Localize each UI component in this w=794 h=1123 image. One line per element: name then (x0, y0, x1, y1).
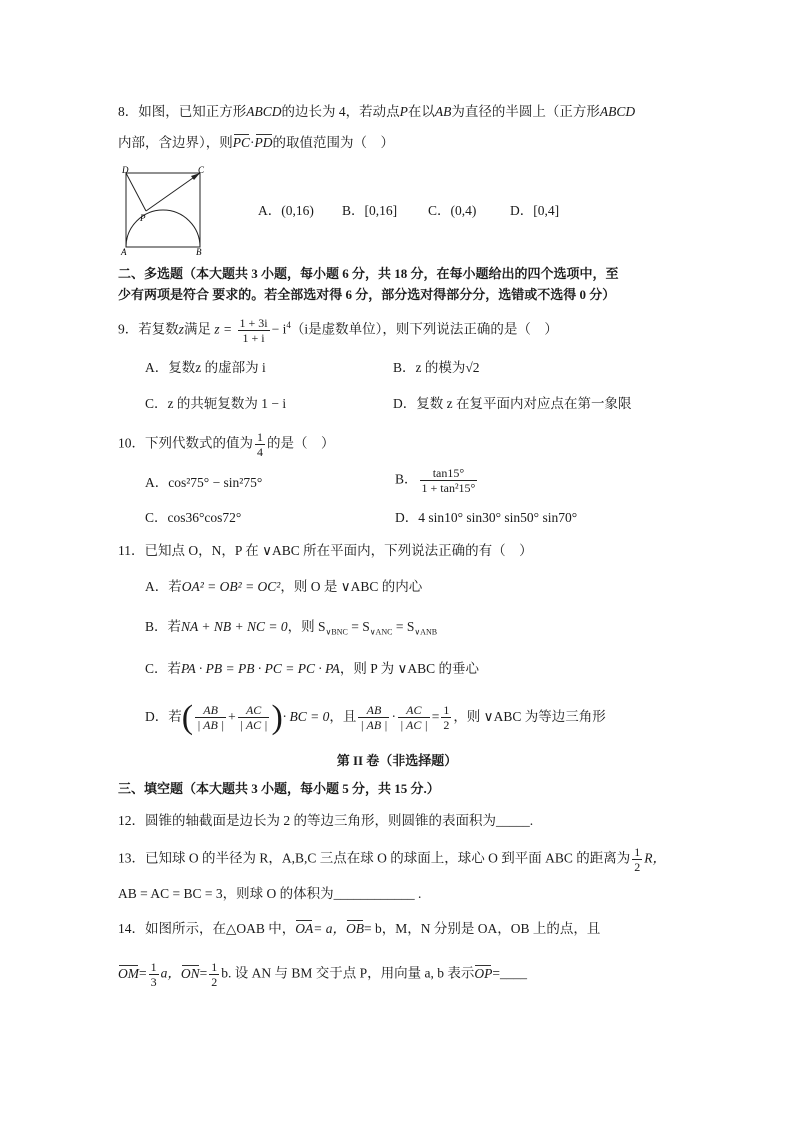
vector-ob: OB (346, 921, 365, 936)
vector-on: ON (180, 965, 200, 981)
text: 内部，含边界），则 (118, 135, 233, 150)
q11-option-b (145, 618, 437, 642)
q9-option-d: D．复数 z 在复平面内对应点在第一象限 (393, 396, 632, 411)
text: 满足 (184, 321, 212, 337)
text: ABCD (599, 104, 636, 119)
text: 的边长为 4，若动点 (281, 104, 400, 119)
q11-option-d (145, 698, 606, 736)
text: P (399, 104, 408, 119)
text: 在以 (407, 104, 435, 119)
paren-right: ) (271, 698, 283, 736)
text: ∨ANB (414, 627, 438, 637)
text: ，则 ∨ABC 为等边三角形 (453, 709, 606, 724)
text: B．若 (145, 619, 182, 634)
q8-option-b: B．[0,16] (342, 203, 398, 218)
text: ，则 O 是 ∨ABC 的内心 (280, 579, 423, 594)
text: ∨BNC (325, 627, 348, 637)
square-semicircle-figure (118, 165, 208, 257)
text: C．若 (145, 661, 182, 676)
text: · BC = 0 (282, 709, 330, 724)
text: · (391, 709, 396, 724)
q11d-half: $\frac{1}{2}$ (443, 703, 450, 733)
q9-option-a: A．复数z 的虚部为 i (145, 360, 266, 375)
vector-oa: OA (295, 921, 314, 936)
text: − i (271, 321, 287, 337)
label-a: A (121, 247, 127, 257)
q11d-frac2: $\frac{AC}{| AC |}$ (239, 703, 268, 733)
text: ，且 (329, 709, 357, 724)
text: OA² = OB² = OC² (181, 579, 281, 594)
text: 9．若复数 (118, 321, 179, 337)
vector-pc: PC (232, 135, 251, 150)
text: 13．已知球 O 的半径为 R，A,B,C 三点在球 O 的球面上，球心 O 到平面 ABC 的距离为 (118, 850, 631, 866)
q11-option-a (145, 578, 422, 596)
q12: 12．圆锥的轴截面是边长为 2 的等边三角形，则圆锥的表面积为_____. (118, 813, 534, 828)
text: NA + NB + NC = 0 (181, 619, 288, 634)
text: （i是虚数单位），则下列说法正确的是（ ） (290, 321, 558, 337)
q9-stem (118, 316, 558, 345)
text: A．若 (145, 579, 182, 594)
text: 为直径的半圆上（正方形 (451, 104, 600, 119)
q8-stem-line1 (118, 103, 635, 121)
q11-stem: 11．已知点 O，N，P 在 ∨ABC 所在平面内，下列说法正确的有（ ） (118, 543, 533, 558)
vector-om: OM (118, 965, 139, 981)
q9-option-c: C．z 的共轭复数为 1 − i (145, 396, 287, 411)
text: B． (395, 471, 418, 487)
q10-fraction: $\frac{1}{4}$ (257, 430, 263, 459)
text: √2 (465, 360, 480, 375)
text: = S (392, 619, 415, 634)
text: B．z 的模为 (393, 360, 466, 375)
text: 14．如图所示，在△OAB 中， (118, 921, 296, 936)
q8-option-d: D．[0,4] (510, 203, 560, 218)
section2-heading-line2: 少有两项是符合 要求的。若全部选对得 6 分，部分选对得部分分，选错或不选得 0 分） (118, 287, 616, 302)
text: ，则 P 为 ∨ABC 的垂心 (339, 661, 480, 676)
q14-frac1: $\frac{1}{3}$ (150, 960, 157, 989)
text: ABCD (246, 104, 282, 119)
q13-line2: AB = AC = BC = 3，则球 O 的体积为____________ . (118, 886, 422, 901)
label-b: B (196, 247, 202, 257)
q11d-frac1: $\frac{AB}{| AB |}$ (197, 703, 225, 733)
text: D．若 (145, 709, 182, 724)
q14-frac2: $\frac{1}{2}$ (211, 960, 218, 989)
text: 的是（ ） (267, 435, 335, 451)
q8-option-c: C．(0,4) (428, 203, 477, 218)
text: a， (160, 965, 181, 981)
text: R， (644, 850, 667, 866)
q11d-frac3: $\frac{AB}{| AB |}$ (360, 703, 388, 733)
q13-line1 (118, 845, 666, 874)
section3-heading: 三、填空题（本大题共 3 小题，每小题 5 分，共 15 分.） (118, 781, 440, 796)
text: = (139, 965, 147, 981)
text: 的取值范围为（ ） (272, 135, 395, 150)
text: 10．下列代数式的值为 (118, 435, 253, 451)
q8-option-a: A．(0,16) (258, 203, 314, 218)
label-p: P (140, 213, 146, 223)
q10-option-d: D．4 sin10° sin30° sin50° sin70° (395, 510, 578, 525)
text: = S (347, 619, 370, 634)
text: ，则 S (287, 619, 326, 634)
text: = b，M，N 分别是 OA，OB 上的点，且 (364, 921, 601, 936)
text: + (228, 709, 236, 724)
part2-title: 第 II 卷（非选择题） (336, 753, 458, 768)
q10-stem (118, 430, 335, 459)
q10-option-c: C．cos36°cos72° (145, 510, 242, 525)
vector-pd: PD (254, 135, 273, 150)
q9-fraction: $\frac{1 + 3i}{1 + i}$ (239, 316, 268, 345)
paren-left: ( (181, 698, 194, 736)
label-d: D (122, 165, 129, 175)
q8-stem-line2 (118, 134, 394, 152)
text: 8．如图，已知正方形 (118, 104, 247, 119)
text: b. 设 AN 与 BM 交于点 P，用向量 a, b 表示 (221, 965, 475, 981)
text: z = (214, 321, 233, 337)
q11-option-c (145, 660, 479, 678)
q13-fraction: $\frac{1}{2}$ (634, 845, 641, 874)
q14-line2 (118, 960, 527, 989)
q10-optb-fraction: $\frac{\tan 15^\circ}{\text{1 + tan²15°}}$ (421, 466, 476, 495)
text: · (250, 135, 255, 150)
text: z (178, 321, 185, 337)
q10-option-a: A．cos²75° − sin²75° (145, 475, 263, 490)
text: ∨ANC (369, 627, 393, 637)
q11d-frac4: $\frac{AC}{| AC |}$ (399, 703, 428, 733)
text: = (199, 965, 208, 981)
vector-op: OP (474, 965, 493, 981)
q10-option-b (395, 466, 479, 495)
section2-heading-line1: 二、多选题（本大题共 3 小题，每小题 6 分，共 18 分，在每小题给出的四个选项中，至 (118, 266, 619, 281)
text: =____ (492, 965, 528, 981)
text: = (431, 709, 440, 724)
q9-option-b (393, 359, 480, 377)
label-c: C (198, 165, 205, 175)
q14-line1 (118, 920, 600, 938)
text: PA · PB = PB · PC = PC · PA (181, 661, 340, 676)
text: = a， (313, 921, 347, 936)
text: 4 (286, 320, 291, 331)
text: AB (434, 104, 452, 119)
